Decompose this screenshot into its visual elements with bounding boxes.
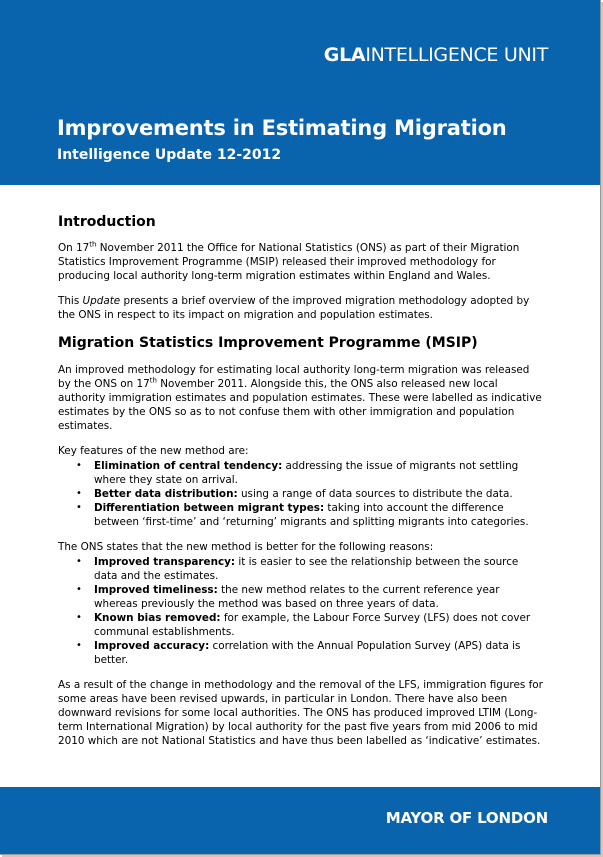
main-content	[58, 212, 544, 748]
bullet-icon: •	[76, 556, 82, 567]
heading-msip: Migration Statistics Improvement Programme (MSIP)	[58, 335, 478, 351]
bullet-icon: •	[76, 640, 82, 651]
gla-intelligence-unit-logo	[324, 44, 548, 66]
bullet-icon: •	[76, 460, 82, 471]
list-item: • Elimination of central tendency: addressing the issue of migrants not settling where they state on arrival.	[76, 460, 519, 486]
header-band	[0, 0, 600, 185]
list-item: • Improved timeliness: the new method relates to the current reference year whereas previously the method was based on three years of data.	[76, 584, 500, 610]
key-features-intro: Key features of the new method are:	[58, 445, 249, 457]
list-item: • Better data distribution: using a range of data sources to distribute the data.	[76, 488, 513, 500]
intro-paragraph-2: This Update presents a brief overview of the improved migration methodology adopted by the ONS in respect to its impact on migration and population estimates.	[58, 295, 530, 321]
page-title: Improvements in Estimating Migration	[57, 116, 507, 140]
page-subtitle: Intelligence Update 12-2012	[57, 147, 282, 163]
list-item: • Improved transparency: it is easier to see the relationship between the source data and the estimates.	[76, 556, 519, 582]
brand-intelligence-unit: INTELLIGENCE UNIT	[365, 44, 548, 66]
bullet-icon: •	[76, 612, 82, 623]
reasons-list	[58, 555, 544, 667]
footer-band	[0, 787, 600, 854]
reasons-intro: The ONS states that the new method is better for the following reasons:	[58, 541, 434, 553]
features-list	[58, 459, 544, 529]
mayor-of-london-logo: MAYOR OF LONDON	[385, 809, 548, 827]
bullet-icon: •	[76, 584, 82, 595]
msip-paragraph-1: An improved methodology for estimating local authority long-term migration was released by the ONS on 17th November 2011. Alongside this, the ONS also released new local authority immigration estimates and population estimates. These were labelled as indicative estimates by the ONS so as to not confuse them with other immigration and population estimates.	[58, 364, 542, 432]
list-item: • Differentiation between migrant types: taking into account the difference between ‘first-time’ and ‘returning’ migrants and splitting migrants into categories.	[76, 502, 529, 528]
brand-gla: GLA	[323, 44, 366, 66]
list-item: • Improved accuracy: correlation with the Annual Population Survey (APS) data is better.	[76, 640, 521, 666]
bullet-icon: •	[76, 488, 82, 499]
heading-introduction: Introduction	[58, 214, 156, 230]
intro-paragraph-1: On 17th November 2011 the Office for National Statistics (ONS) as part of their Migration Statistics Improvement Programme (MSIP) released their improved methodology for producing local authority long-term migration estimates within England and Wales.	[58, 240, 520, 282]
bullet-icon: •	[76, 502, 82, 513]
msip-paragraph-final: As a result of the change in methodology and the removal of the LFS, immigration figures for some areas have been revised upwards, in particular in London. There have also been downward revisions for some local authorities. The ONS has produced improved LTIM (Long-term International Migration) by local authority for the past five years from mid 2006 to mid 2010 which are not National Statistics and have thus been labelled as ‘indicative’ estimates.	[58, 679, 543, 747]
list-item: • Known bias removed: for example, the Labour Force Survey (LFS) does not cover communal establishments.	[76, 612, 531, 638]
